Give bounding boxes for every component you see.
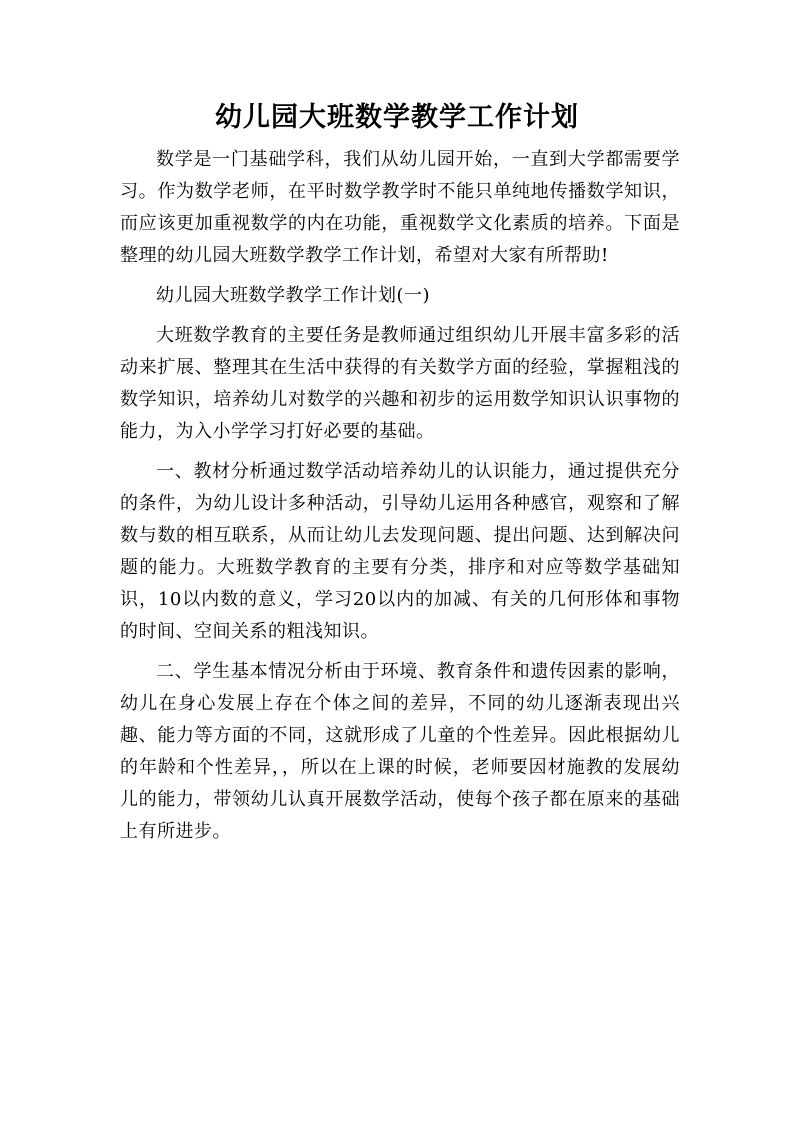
document-body <box>120 144 680 848</box>
body-paragraph-1: 大班数学教育的主要任务是教师通过组织幼儿开展丰富多彩的活动来扩展、整理其在生活中获得的有关数学方面的经验，掌握粗浅的数学知识，培养幼儿对数学的兴趣和初步的运用数学知识认识事物的能力，为入小学学习打好必要的基础。 <box>120 325 680 442</box>
body-paragraph-3: 二、学生基本情况分析由于环境、教育条件和遗传因素的影响，幼儿在身心发展上存在个体之间的差异，不同的幼儿逐渐表现出兴趣、能力等方面的不同，这就形成了儿童的个性差异。因此根据幼儿的年龄和个性差异，，所以在上课的时候，老师要因材施教的发展幼儿的能力，带领幼儿认真开展数学活动，使每个孩子都在原来的基础上有所进步。 <box>120 661 680 842</box>
intro-paragraph: 数学是一门基础学科，我们从幼儿园开始，一直到大学都需要学习。作为数学老师，在平时数学教学时不能只单纯地传播数学知识，而应该更加重视数学的内在功能，重视数学文化素质的培养。下面是整理的幼儿园大班数学教学工作计划，希望对大家有所帮助! <box>120 149 680 266</box>
body-paragraph-2: 一、教材分析通过数学活动培养幼儿的认识能力，通过提供充分的条件，为幼儿设计多种活动，引导幼儿运用各种感官，观察和了解数与数的相互联系，从而让幼儿去发现问题、提出问题、达到解决问题的能力。大班数学教育的主要有分类，排序和对应等数学基础知识，10以内数的意义，学习20以内的加减、有关的几何形体和事物的时间、空间关系的粗浅知识。 <box>120 461 680 642</box>
section-subtitle: 幼儿园大班数学教学工作计划(一) <box>156 285 431 306</box>
document-title: 幼儿园大班数学教学工作计划 <box>215 102 579 133</box>
